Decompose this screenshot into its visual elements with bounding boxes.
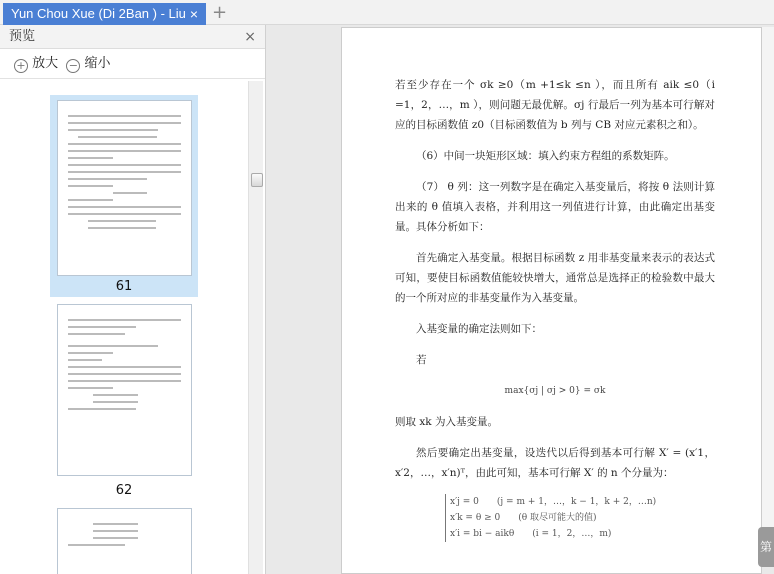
page-thumbnail[interactable] [57, 100, 192, 276]
tab-title: Yun Chou Xue (Di 2Ban ) - Liu [11, 6, 186, 21]
side-chapter-tab[interactable]: 第 [758, 527, 774, 567]
preview-header [0, 25, 265, 49]
zoom-in-button[interactable] [14, 56, 58, 71]
document-scrollbar[interactable] [762, 27, 774, 527]
preview-panel [0, 25, 266, 574]
tab-bar [0, 0, 774, 25]
new-tab-button[interactable]: + [212, 2, 228, 23]
equation: max{σj | σj > 0} = σk [504, 386, 606, 396]
tab-close-icon[interactable]: × [189, 6, 199, 22]
paragraph: 首先确定入基变量。根据目标函数 z 用非基变量来表示的表达式可知，要使目标函数值能较快增大，通常总是选择正的检验数中最大的一个所对应的非基变量作为入基变量。 [395, 252, 715, 304]
equation-line: x′k = θ ≥ 0 (θ 取尽可能大的值) [450, 513, 597, 523]
paragraph: 若至少存在一个 σk ≥0（m +1≤k ≤n ），而且所有 aik ≤0（i =1，2，…，m ），则问题无最优解。σj 行最后一列为基本可行解对应的目标函数值 z0（目标函数值为 b 列与 CB 对应元素积之和）。 [395, 79, 715, 131]
paragraph: 若 [416, 354, 427, 366]
paragraph: （7） θ 列：这一列数字是在确定入基变量后，将按 θ 法则计算出来的 θ 值填入表格，并利用这一列值进行计算，由此确定出基变量。具体分析如下： [395, 181, 715, 233]
document-page [341, 27, 762, 574]
document-tab[interactable] [3, 3, 206, 25]
page-thumbnail[interactable] [57, 508, 192, 574]
close-preview-icon[interactable]: × [244, 29, 256, 45]
page-number-61: 61 [115, 279, 133, 294]
page-thumbnail[interactable] [57, 304, 192, 476]
paragraph: （6）中间一块矩形区域：填入约束方程组的系数矩阵。 [416, 150, 675, 162]
thumbnail-list [0, 81, 248, 574]
scrollbar-thumb[interactable] [251, 173, 263, 187]
paragraph: 入基变量的确定法则如下： [416, 323, 542, 335]
paragraph: 然后要确定出基变量，设迭代以后得到基本可行解 X′ = (x′1，x′2，…，x′n)ᵀ，由此可知，基本可行解 X′ 的 n 个分量为： [395, 447, 715, 479]
paragraph: 则取 xk 为入基变量。 [395, 416, 498, 428]
zoom-in-label: 放大 [32, 56, 59, 71]
zoom-out-button[interactable] [66, 56, 110, 71]
preview-toolbar [0, 49, 265, 79]
page-number-62: 62 [115, 483, 133, 498]
equation-line: x′j = 0 (j = m + 1，…，k − 1，k + 2，…n) [450, 497, 657, 507]
zoom-out-label: 缩小 [84, 56, 111, 71]
page-content [395, 75, 715, 542]
zoom-out-icon: − [66, 59, 80, 73]
equation-system [445, 494, 715, 542]
equation-line: x′i = bi − aikθ (i = 1，2，…，m) [450, 529, 612, 539]
thumbnail-scrollbar[interactable] [248, 81, 263, 574]
preview-title: 预览 [9, 29, 36, 44]
zoom-in-icon: + [14, 59, 28, 73]
